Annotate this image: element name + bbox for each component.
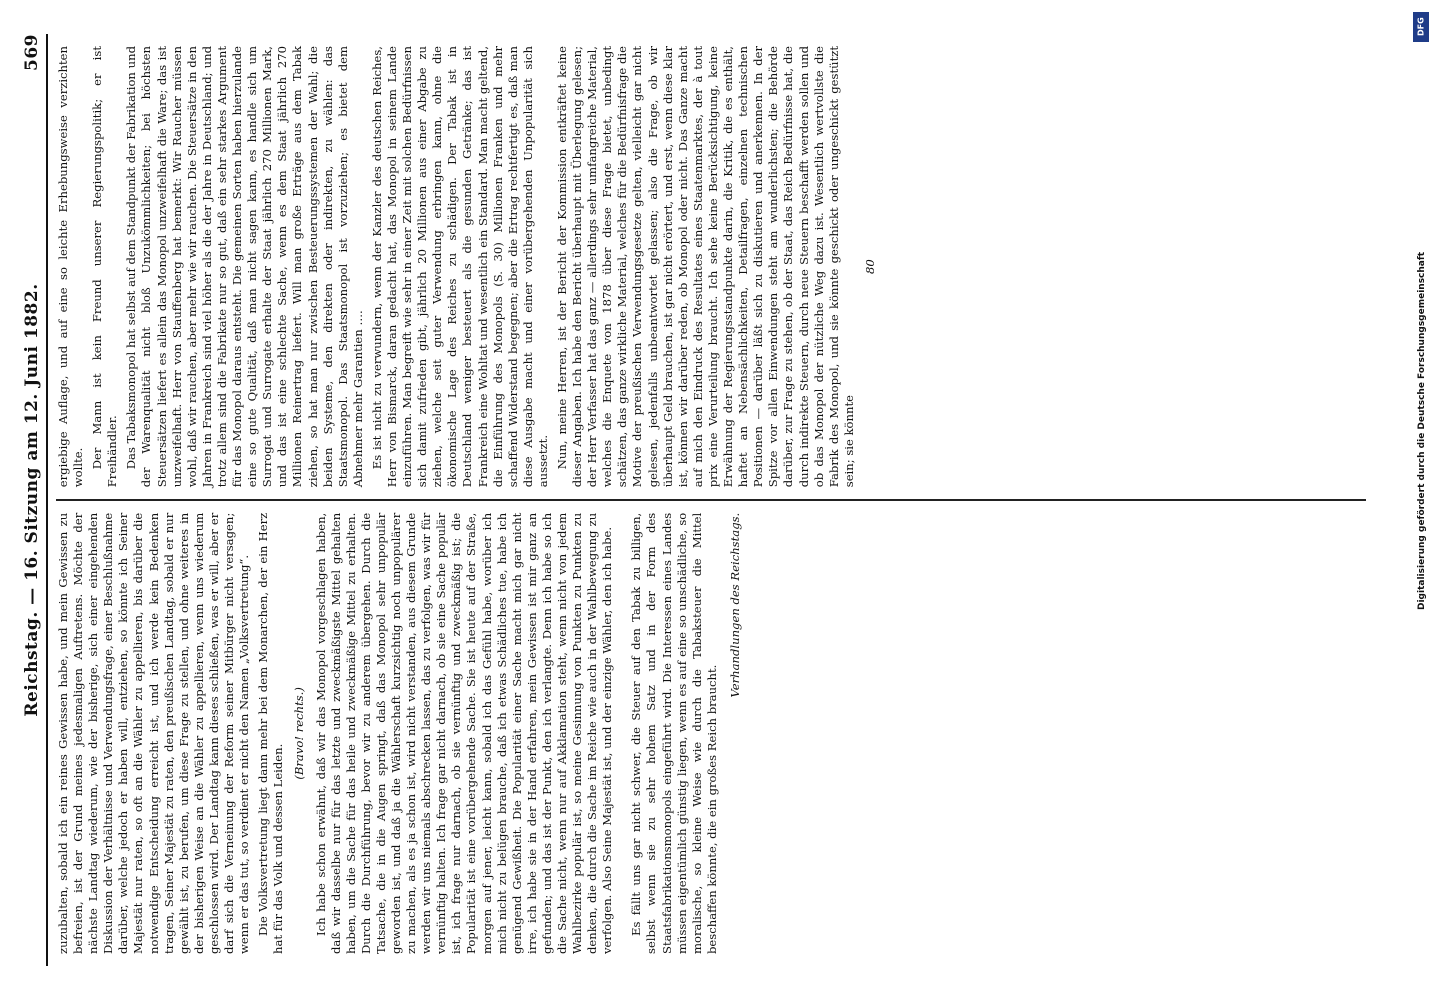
left-column — [56, 501, 1366, 966]
left-paragraph-1: zuzubalten, sobald ich ein reines Gewissen habe, und mein Gewissen zu befreien, ist der Grund meines jedesmaligen Auftretens. Möchte der nächste Landtag wiederum, wie der bisherige, sich einer eingehenden Diskussion der Verhältnisse und Verwendungsfrage, einer Beschlußnahme darüber, welche jedoch er haben will, entziehen, so könnte ich Seiner Majestät nur raten, so oft an die Wähler zu appellieren, bis darüber die notwendige Entscheidung erreicht ist, und ich werde kein Bedenken tragen, Seiner Majestät zu raten, den preußischen Landtag, sobald er nur gewählt ist, zu berufen, um diese Frage zu stellen, und ohne weiteres in der bisherigen Weise an die Wähler zu appellieren, wenn uns wiederum geschlossen wird. Der Landtag kann dieses schließen, was er will, aber er darf sich die Verneinung der Reform seiner Mitbürger nicht versagen; wenn er das tut, so verdient er nicht den Namen „Volksvertretung“. — [56, 512, 252, 954]
right-page-number: 569 — [22, 34, 42, 71]
page-signature: 80 — [862, 259, 877, 275]
reichstag-footer: Verhandlungen des Reichstags. — [727, 512, 742, 698]
spacer — [619, 513, 629, 954]
left-paragraph-2: Die Volksvertretung liegt dann mehr bei dem Monarchen, der ein Herz hat für das Volk und dessen Leiden. — [256, 512, 286, 954]
right-paragraph-3: Das Tabaksmonopol hat selbst auf dem Standpunkt der Fabrikation und der Warenqualität nicht bloß Unzukömmlichkeiten; bei höchsten Steuersätzen liefert es allein das Monopol unzweifelhaft die Ware; das ist unzweifelhaft. Herr von Stauffenberg hat bemerkt: Wir Raucher müssen wohl, daß wir rauchen, aber mehr wie wir rauchen. Die Steuersätze in den Jahren in Frankreich sind viel höher als die der Jahre in Deutschland; und trotz allem sind die Fabrikate nur so gut, daß ein sehr starkes Argument für das Monopol daraus entsteht. Die gemeinen Sorten haben hierzulande eine so gute Qualität, daß man nicht sagen kann, es handle sich um Surrogat und Surrogate erhalte der Staat jährlich 270 Millionen Mark, und das ist eine schlechte Sache, wenn es dem Staat jährlich 270 Millionen Reinertrag liefert. Will man große Erträge aus dem Tabak ziehen, so hat man nur zwischen Besteuerungssystemen der Wahl; die beiden Systeme, den direkten oder indirekten, zu wählen: das Staatsmonopol. Das Staatsmonopol ist vorzuziehen; es bietet dem Abnehmer mehr Garantien …. — [124, 46, 365, 488]
right-paragraph-2: Der Mann ist kein Freund unserer Regierungspolitik; er ist Freihändler. — [90, 46, 120, 488]
left-paragraph-4: Es fällt uns gar nicht schwer, die Steuer auf den Tabak zu billigen, selbst wenn sie zu sehr hohem Satz und in der Form des Staatsfabrikationsmonopols eingeführt wird. Die Interessen eines Landes müssen eigentümlich günstig liegen, wenn es auf eine so unschädliche, so moralische, so kleine Weise wie durch die Tabaksteuer die Mittel beschaffen könnte, die ein großes Reich braucht. — [629, 512, 719, 954]
dfg-logo: DFG — [1413, 12, 1429, 42]
right-paragraph-5: Nun, meine Herren, ist der Bericht der Kommission entkräftet keine dieser Angaben. Ich habe den Bericht überhaupt mit Überlegung gelesen; der Herr Verfasser hat das ganz — allerdings sehr umfangreiche Material, welches die Enquete von 1878 über diese Frage bietet, unbedingt schätzen, das ganze wirkliche Material, welches für die Bedürfnisfrage die Motive der preußischen Verwendungsgesetze gelten, vielleicht gar nicht gelesen, jedenfalls unbeantwortet gelassen; also die Frage, ob wir überhaupt Geld brauchen, ist gar nicht erörtert, und erst, wenn diese klar ist, können wir darüber reden, ob Monopol oder nicht. Das Ganze macht auf mich den Eindruck des Resultates eines Staatenmarktes, der à tout prix eine Verurteilung braucht. Ich sehe keine Berücksichtigung, keine Erwähnung der Regierungsstandpunkte darin, die Kritik, die es enthält, haftet an Nebensächlichkeiten, Detailfragen, einzelnen technischen Positionen — darüber läßt sich zu diskutieren und anerkennen. In der Spitze vor allen Einwendungen steht am wunderlichsten; die Behörde darüber, zur Frage zu stehen, ob der Staat, das Reich Bedürfnisse hat, die durch indirekte Steuern, durch neue Steuern beschafft werden sollen und ob das Monopol der nützliche Weg dazu ist. Wesentlich wertvollste die Fabrik des Monopol, und sie könnte geschickt oder ungeschickt gestützt sein; sie könnte — [555, 46, 856, 488]
dfg-credit-text: Digitalisierung gefördert durch die Deutsche Forschungsgemeinschaft — [1417, 251, 1427, 610]
column-divider — [56, 499, 1366, 501]
left-paragraph-3: Ich habe schon erwähnt, daß wir das Monopol vorgeschlagen haben, daß wir dasselbe nur für das letzte und zweckmäßigste Mittel gehalten haben, um die Sache für das heile und zweckmäßige Mittel zu erhalten. Durch die Durchführung, bevor wir zu anderem übergehen. Durch die Tatsache, die in die Augen springt, daß das Monopol sehr unpopulär geworden ist, und daß ja die Wählerschaft kurzsichtig noch unpopulärer zu machen, als es ja schon ist, wird nicht verstanden, aus diesem Grunde werden wir uns niemals abschrecken lassen, das zu verfolgen, was wir für vernünftig halten. Ich frage gar nicht darnach, ob sie eine Sache populär ist, ich frage nur darnach, ob sie vernünftig und zweckmäßig ist; die Popularität ist eine vorübergehende Sache. Sie ist heute auf der Straße, morgen auf jener, leicht kann, sobald ich das Gefühl habe, worüber ich mich nicht zu belügen brauche, daß ich etwas Schädliches tue, habe ich genügend Gewißheit. Die Popularität einer Sache macht mich gar nicht irre, ich habe sie in der Hand erfahren, mein Gewissen ist mir ganz an gefunden; und das ist der Punkt, den ich verlangte. Denn ich habe so ich die Sache nicht, wenn nur auf Akklamation steht, wenn nicht von jedem Wahlbezirke populär ist, so meine Gesinnung von Punkten zu Punkten zu denken, die durch die Sache im Reiche wie auch in der Wahlbewegung zu verfolgen. Also Seine Majestät ist, und der einzige Wähler, den ich habe. — [313, 512, 615, 954]
interjection: (Bravo! rechts.) — [292, 687, 307, 780]
dfg-credit — [1412, 10, 1430, 990]
right-paragraph-1: ergiebige Auflage, und auf eine so leichte Erhebungsweise verzichten wollte. — [56, 46, 86, 488]
page-header — [22, 34, 48, 966]
running-title: Reichstag. — 16. Sitzung am 12. Juni 1882. — [22, 283, 42, 717]
right-column — [56, 34, 1366, 499]
right-paragraph-4: Es ist nicht zu verwundern, wenn der Kanzler des deutschen Reiches, Herr von Bismarck, daran gedacht hat, das Monopol in seinem Lande einzuführen. Man begreift wie sehr in einer Zeit mit solchen Bedürfnissen sich damit zufrieden gibt, jährlich 20 Millionen aus einer Abgabe zu ziehen, welche seit guter Verwendung erbringen kann, ohne die ökonomische Lage des Reiches zu schädigen. Der Tabak ist in Deutschland weniger besteuert als die gesunden Getränke; das ist Frankreich eine Wohltat und wesentlich ein Standard. Man macht geltend, die Einführung des Monopols (S. 30) Millionen Franken und mehr schaffend Widerstand begegnen; aber die Ertrag rechtfertigt es, daß man diese Ausgabe macht und einer vorübergehenden Unpopularität sich aussetzt. — [369, 46, 550, 488]
text-columns — [56, 34, 1366, 966]
